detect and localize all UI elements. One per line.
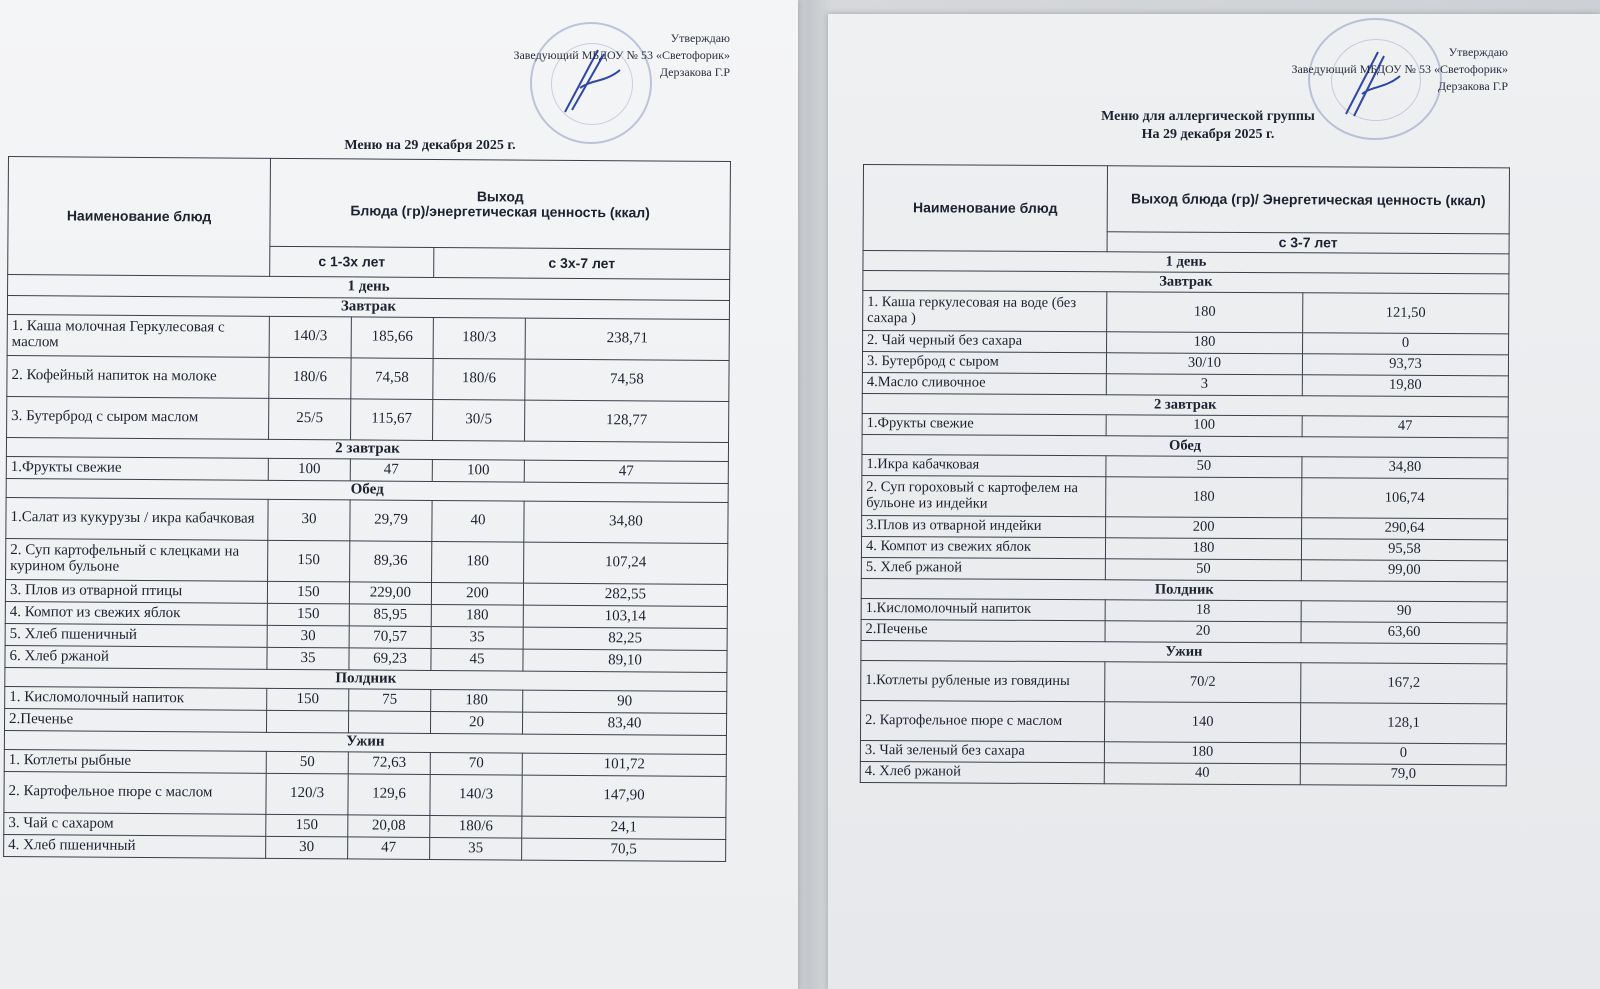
value-cell-a: 180	[1106, 477, 1302, 518]
dish-name: 1. Каша молочная Геркулесовая с маслом	[7, 314, 269, 357]
value-cell-a: 50	[266, 751, 348, 774]
dish-name: 4. Хлеб пшеничный	[4, 834, 266, 858]
page-title	[1048, 108, 1368, 144]
dish-name: 2. Картофельное пюре с маслом	[860, 700, 1104, 741]
dish-name: 4. Компот из свежих яблок	[861, 536, 1105, 558]
value-cell-a: 100	[268, 458, 350, 481]
header-age-3-7: с 3х-7 лет	[434, 247, 730, 279]
dish-name: 5. Хлеб ржаной	[861, 557, 1105, 579]
value-cell-c: 20	[430, 711, 522, 734]
section-title: 2 завтрак	[6, 437, 728, 461]
value-cell-c: 140/3	[430, 774, 522, 816]
section-title: Обед	[6, 478, 728, 502]
dish-name: 3.Плов из отварной индейки	[862, 515, 1106, 537]
value-cell-b: 72,63	[348, 752, 430, 775]
value-cell-b: 47	[1302, 416, 1508, 438]
value-cell-b: 129,6	[348, 774, 430, 816]
value-cell-c: 40	[432, 500, 524, 542]
value-cell-a: 35	[267, 647, 349, 670]
value-cell-a: 150	[267, 581, 349, 604]
value-cell-d: 89,10	[523, 649, 727, 672]
value-cell-a: 150	[267, 603, 349, 626]
title-line1: Меню для аллергической группы	[1101, 109, 1315, 124]
dish-name: 1.Икра кабачковая	[862, 454, 1106, 476]
value-cell-a: 30	[267, 625, 349, 648]
section-title: Завтрак	[863, 271, 1509, 294]
value-cell-a: 25/5	[269, 398, 351, 440]
value-cell-a: 180	[1107, 332, 1303, 354]
header-output-line1: Выход	[476, 188, 524, 205]
value-cell-b: 75	[349, 689, 431, 712]
value-cell-b: 47	[350, 459, 432, 482]
table-row	[4, 771, 726, 817]
value-cell-a: 30	[266, 836, 348, 859]
dish-name: 3. Бутерброд с сыром маслом	[7, 396, 269, 439]
value-cell-a: 30	[268, 499, 350, 541]
approval-block	[1168, 44, 1508, 95]
value-cell-a: 150	[266, 814, 348, 837]
section-title: 2 завтрак	[862, 393, 1508, 416]
dish-name: 3. Бутерброд с сыром	[862, 352, 1106, 374]
dish-name: 2. Картофельное пюре с маслом	[4, 771, 266, 814]
header-age-3-7: с 3-7 лет	[1107, 232, 1509, 254]
dish-name: 4. Компот из свежих яблок	[5, 601, 267, 625]
value-cell-d: 34,80	[524, 501, 728, 543]
value-cell-b: 121,50	[1303, 293, 1509, 334]
approval-block	[400, 30, 730, 81]
value-cell-b: 47	[348, 837, 430, 860]
value-cell-a: 30/10	[1106, 353, 1302, 375]
value-cell-b: 34,80	[1302, 457, 1508, 479]
value-cell-b: 74,58	[351, 358, 433, 400]
header-output	[270, 158, 731, 249]
value-cell-c: 180	[432, 541, 524, 583]
value-cell-b: 69,23	[349, 648, 431, 671]
value-cell-b: 229,00	[349, 582, 431, 605]
value-cell-b: 167,2	[1301, 663, 1507, 704]
value-cell-a: 140	[1104, 702, 1300, 743]
header-dish-name: Наименование блюд	[863, 165, 1107, 252]
approval-line3: Дерзакова Г.Р	[659, 65, 730, 79]
value-cell-b: 70,57	[349, 626, 431, 649]
table-row	[7, 314, 729, 360]
dish-name: 1.Кисломолочный напиток	[861, 598, 1105, 620]
value-cell-c: 180/6	[430, 815, 522, 838]
section-title: Ужин	[4, 730, 726, 754]
value-cell-b: 106,74	[1302, 478, 1508, 519]
value-cell-b: 19,80	[1302, 375, 1508, 397]
dish-name: 1. Кисломолочный напиток	[5, 686, 267, 710]
value-cell-b: 89,36	[350, 541, 432, 583]
title-line2: На 29 декабря 2025 г.	[1141, 127, 1275, 142]
value-cell-b	[348, 711, 430, 734]
dish-name: 2.Печенье	[4, 708, 266, 732]
value-cell-a: 50	[1106, 456, 1302, 478]
value-cell-a: 140/3	[269, 316, 351, 358]
value-cell-a: 3	[1106, 374, 1302, 396]
value-cell-b: 0	[1303, 333, 1509, 355]
menu-table-allergy	[860, 164, 1510, 786]
header-dish-name: Наименование блюд	[8, 157, 271, 277]
approval-line2: Заведующий МБДОУ № 53 «Светофорик»	[1291, 62, 1508, 76]
value-cell-b: 20,08	[348, 815, 430, 838]
value-cell-a: 50	[1105, 559, 1301, 581]
value-cell-c: 180	[431, 604, 523, 627]
value-cell-c: 30/5	[433, 399, 525, 441]
value-cell-d: 103,14	[523, 605, 727, 628]
value-cell-d: 82,25	[523, 627, 727, 650]
value-cell-c: 100	[432, 459, 524, 482]
page-title	[260, 137, 600, 155]
dish-name: 2. Чай черный без сахара	[863, 331, 1107, 353]
approval-line2: Заведующий МБДОУ № 53 «Светофорик»	[513, 48, 730, 62]
section-title: Полдник	[5, 667, 727, 691]
header-output: Выход блюда (гр)/ Энергетическая ценность (ккал)	[1107, 166, 1509, 234]
value-cell-a: 120/3	[266, 773, 348, 815]
dish-name: 2.Печенье	[861, 619, 1105, 641]
table-row	[862, 475, 1508, 518]
value-cell-a: 180	[1105, 538, 1301, 560]
approval-line3: Дерзакова Г.Р	[1437, 79, 1508, 93]
day-label: 1 день	[8, 275, 730, 301]
value-cell-c: 35	[431, 626, 523, 649]
value-cell-a: 150	[267, 688, 349, 711]
dish-name: 1. Каша геркулесовая на воде (без сахара )	[863, 291, 1107, 332]
value-cell-d: 128,77	[525, 400, 729, 442]
dish-name: 1.Салат из кукурузы / икра кабачковая	[6, 497, 268, 540]
dish-name: 3. Чай с сахаром	[4, 812, 266, 836]
value-cell-c: 180/3	[433, 317, 525, 359]
value-cell-b: 290,64	[1302, 518, 1508, 540]
value-cell-c: 70	[430, 752, 522, 775]
value-cell-a: 180/6	[269, 357, 351, 399]
table-row	[861, 660, 1507, 703]
value-cell-b: 79,0	[1300, 764, 1506, 786]
value-cell-c: 35	[430, 837, 522, 860]
value-cell-a	[266, 710, 348, 733]
value-cell-d: 24,1	[522, 816, 726, 839]
dish-name: 5. Хлеб пшеничный	[5, 623, 267, 647]
value-cell-b: 115,67	[351, 399, 433, 441]
day-label: 1 день	[863, 251, 1509, 274]
value-cell-a: 150	[268, 540, 350, 582]
table-row	[6, 538, 728, 584]
dish-name: 1.Котлеты рубленые из говядины	[861, 660, 1105, 701]
value-cell-b: 95,58	[1301, 539, 1507, 561]
value-cell-a: 40	[1104, 763, 1300, 785]
value-cell-b: 85,95	[349, 604, 431, 627]
value-cell-a: 70/2	[1105, 662, 1301, 703]
dish-name: 3. Чай зеленый без сахара	[860, 740, 1104, 762]
dish-name: 3. Плов из отварной птицы	[5, 579, 267, 603]
section-title: Завтрак	[7, 296, 729, 320]
approval-line1: Утверждаю	[1448, 45, 1508, 59]
table-row	[860, 761, 1506, 785]
value-cell-c: 180	[431, 689, 523, 712]
table-row	[4, 834, 726, 861]
value-cell-b: 90	[1301, 601, 1507, 623]
dish-name: 1.Фрукты свежие	[862, 413, 1106, 435]
value-cell-d: 83,40	[522, 712, 726, 735]
header-output-line2: Блюда (гр)/энергетическая ценность (ккал)	[350, 201, 650, 220]
dish-name: 1. Котлеты рыбные	[4, 749, 266, 773]
value-cell-d: 47	[524, 460, 728, 483]
value-cell-a: 20	[1105, 621, 1301, 643]
table-row	[6, 497, 728, 543]
value-cell-d: 238,71	[525, 318, 729, 360]
value-cell-b: 185,66	[351, 317, 433, 359]
value-cell-b: 128,1	[1300, 703, 1506, 744]
section-title: Полдник	[861, 578, 1507, 601]
value-cell-b: 0	[1300, 743, 1506, 765]
value-cell-d: 74,58	[525, 359, 729, 401]
table-row	[7, 396, 729, 442]
value-cell-d: 107,24	[524, 542, 728, 584]
value-cell-a: 180	[1107, 292, 1303, 333]
dish-name: 4. Хлеб ржаной	[860, 761, 1104, 783]
dish-name: 2. Кофейный напиток на молоке	[7, 355, 269, 398]
header-age-1-3: с 1-3х лет	[270, 246, 434, 277]
value-cell-c: 200	[431, 582, 523, 605]
table-row	[7, 355, 729, 401]
value-cell-a: 100	[1106, 415, 1302, 437]
value-cell-d: 70,5	[522, 838, 726, 861]
value-cell-a: 18	[1105, 600, 1301, 622]
menu-table-general	[3, 156, 731, 862]
value-cell-a: 200	[1106, 517, 1302, 539]
dish-name: 2. Суп картофельный с клецками на курином бульоне	[6, 538, 268, 581]
dish-name: 6. Хлеб ржаной	[5, 645, 267, 669]
value-cell-b: 99,00	[1301, 560, 1507, 582]
dish-name: 1.Фрукты свежие	[6, 456, 268, 480]
table-row	[863, 291, 1509, 334]
value-cell-d: 101,72	[522, 753, 726, 776]
title-text: Меню на 29 декабря 2025 г.	[344, 138, 516, 153]
value-cell-d: 90	[523, 690, 727, 713]
value-cell-a: 180	[1104, 742, 1300, 764]
table-row	[860, 700, 1506, 743]
value-cell-b: 29,79	[350, 500, 432, 542]
approval-line1: Утверждаю	[670, 31, 730, 45]
value-cell-d: 282,55	[523, 583, 727, 606]
value-cell-b: 93,73	[1302, 354, 1508, 376]
value-cell-b: 63,60	[1301, 622, 1507, 644]
dish-name: 2. Суп гороховый с картофелем на бульоне из индейки	[862, 475, 1106, 516]
value-cell-c: 45	[431, 648, 523, 671]
dish-name: 4.Масло сливочное	[862, 372, 1106, 394]
section-title: Ужин	[861, 640, 1507, 663]
value-cell-d: 147,90	[522, 775, 726, 817]
section-title: Обед	[862, 434, 1508, 457]
value-cell-c: 180/6	[433, 358, 525, 400]
